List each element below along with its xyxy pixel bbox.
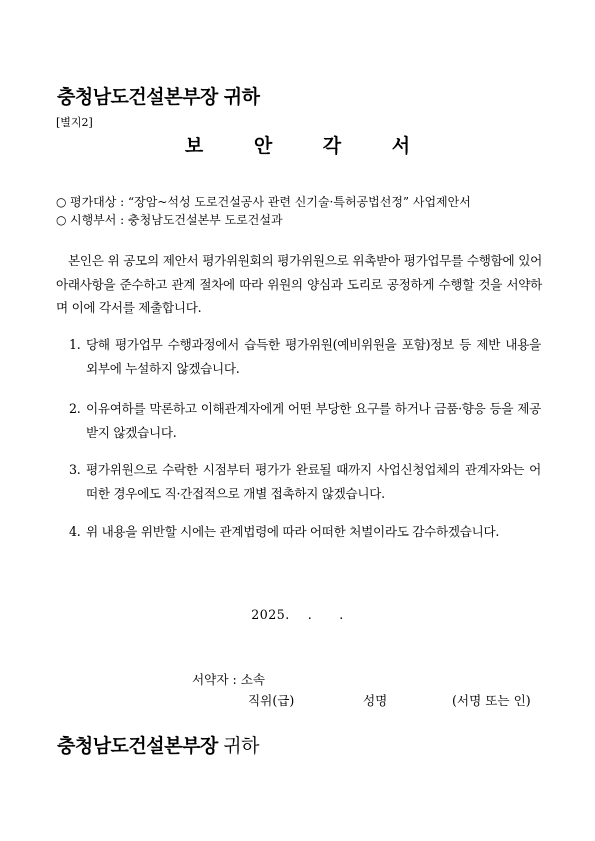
date-line: 2025. . . [251,607,344,622]
document-title: 보 안 각 서 [184,135,433,157]
item-number: 3. [69,462,81,477]
list-item [69,333,541,380]
circle-bullet-icon: ○ [56,213,67,227]
meta-dept [56,211,283,228]
item-number: 1. [69,337,81,352]
item-text: 당해 평가업무 수행과정에서 습득한 평가위원(예비위원을 포함)정보 등 제반 내용을 외부에 누설하지 않겠습니다. [86,337,541,376]
item-text: 위 내용을 위반할 시에는 관계법령에 따라 어떠한 처벌이라도 감수하겠습니다. [86,524,500,539]
signature-or-seal-label: (서명 또는 인) [452,693,531,708]
list-item [69,397,541,444]
dept-text: 시행부서 : 충청남도건설본부 도로건설과 [70,213,283,227]
intro-paragraph: 본인은 위 공모의 제안서 평가위원회의 평가위원으로 위촉받아 평가업무를 수행함에 있어 아래사항을 준수하고 관계 절차에 따라 위원의 양심과 도리로 공정하게 수행할 것을 서약하며 이에 각서를 제출합니다. [56,253,542,315]
item-number: 2. [69,401,81,416]
list-item [69,520,541,544]
addressee-heading: 충청남도건설본부장 귀하 [57,86,260,108]
list-item [69,458,541,505]
signer-affiliation-label: 서약자 : 소속 [192,672,266,687]
meta-eval-target [56,193,471,210]
name-label: 성명 [363,693,388,708]
attachment-label: [별지2] [56,116,93,129]
circle-bullet-icon: ○ [56,195,67,209]
eval-target-text: 평가대상 : “장암~석성 도로건설공사 관련 신기술·특허공법선정” 사업제안서 [70,195,471,209]
item-text: 평가위원으로 수락한 시점부터 평가가 완료될 때까지 사업신청업체의 관계자와는 어떠한 경우에도 직·간접적으로 개별 접촉하지 않겠습니다. [86,462,541,501]
footer-addressee [57,731,259,758]
footer-addressee-name: 충청남도건설본부장 [57,735,218,757]
item-number: 4. [69,524,81,539]
footer-addressee-tail: 귀하 [217,735,259,757]
position-label: 직위(급) [248,693,295,708]
item-text: 이유여하를 막론하고 이해관계자에게 어떤 부당한 요구를 하거나 금품·향응 등을 제공받지 않겠습니다. [86,401,541,440]
